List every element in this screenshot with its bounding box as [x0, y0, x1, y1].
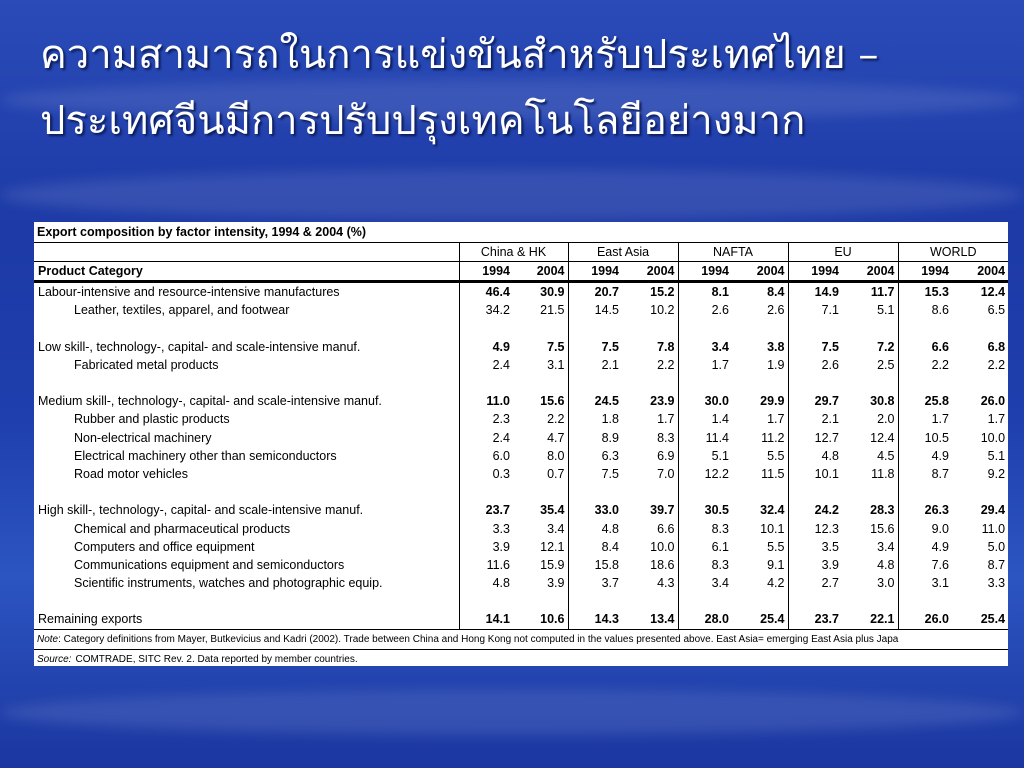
- data-cell: 2.5: [842, 356, 898, 374]
- year-header: 2004: [842, 262, 898, 282]
- category-label: Labour-intensive and resource-intensive manufactures: [34, 282, 459, 302]
- group-nafta: NAFTA: [678, 243, 788, 262]
- category-label: Low skill-, technology-, capital- and scale-intensive manuf.: [34, 338, 459, 356]
- spacer-cell: [842, 374, 898, 392]
- spacer-cell: [622, 592, 678, 610]
- category-label: Computers and office equipment: [34, 538, 459, 556]
- slide-title: [40, 22, 1000, 154]
- data-cell: 22.1: [842, 610, 898, 629]
- group-world: WORLD: [898, 243, 1008, 262]
- data-cell: 39.7: [622, 501, 678, 519]
- spacer-cell: [513, 319, 568, 337]
- data-cell: 8.6: [931, 303, 949, 318]
- spacer-cell: [842, 483, 898, 501]
- data-cell: 2.4: [492, 357, 510, 372]
- data-cell: 8.7: [987, 557, 1006, 572]
- spacer-row: [34, 483, 1008, 501]
- data-cell: 11.6: [486, 557, 510, 572]
- spacer-cell: [952, 319, 1008, 337]
- category-label: Communications equipment and semiconductors: [34, 556, 459, 574]
- category-label: Electrical machinery other than semiconductors: [34, 447, 459, 465]
- data-cell: 6.6: [931, 339, 949, 354]
- data-cell: 24.5: [594, 394, 619, 409]
- spacer-cell: [732, 483, 788, 501]
- data-cell: 4.3: [622, 574, 678, 592]
- data-cell: 3.1: [931, 576, 949, 591]
- data-cell: 8.0: [513, 447, 568, 465]
- data-cell: 25.4: [732, 610, 788, 629]
- data-cell: 3.5: [821, 539, 839, 554]
- spacer-cell: [34, 483, 459, 501]
- background-wave: [0, 170, 1024, 220]
- data-cell: 6.1: [711, 539, 729, 554]
- data-cell: 9.0: [931, 521, 949, 536]
- spacer-cell: [952, 374, 1008, 392]
- data-cell: 7.5: [821, 339, 839, 354]
- data-cell: 12.3: [814, 521, 839, 536]
- data-cell: 5.1: [711, 448, 729, 463]
- data-cell: 7.5: [601, 339, 619, 354]
- data-cell: 2.2: [931, 357, 949, 372]
- spacer-cell: [678, 319, 732, 337]
- spacer-cell: [788, 483, 842, 501]
- note-label: Note: [37, 633, 59, 645]
- table-row: [34, 447, 1008, 465]
- data-cell: 9.1: [732, 556, 788, 574]
- source-label: Source:: [37, 654, 72, 666]
- data-cell: 35.4: [513, 501, 568, 519]
- data-cell: 8.9: [601, 430, 619, 445]
- spacer-cell: [678, 374, 732, 392]
- data-cell: 1.7: [622, 410, 678, 428]
- table-row: [34, 465, 1008, 483]
- table-row: [34, 338, 1008, 356]
- data-cell: 4.9: [931, 539, 949, 554]
- spacer-cell: [678, 483, 732, 501]
- data-cell: 0.3: [492, 466, 510, 481]
- spacer-cell: [842, 319, 898, 337]
- spacer-cell: [952, 592, 1008, 610]
- group-eu: EU: [788, 243, 898, 262]
- data-cell: 26.3: [924, 503, 949, 518]
- data-cell: 5.1: [842, 301, 898, 319]
- spacer-cell: [568, 374, 622, 392]
- data-cell: 3.3: [987, 576, 1006, 591]
- data-cell: 8.3: [711, 521, 729, 536]
- data-cell: 15.3: [924, 285, 949, 300]
- data-cell: 11.0: [981, 521, 1006, 536]
- year-header: 1994: [678, 262, 732, 282]
- data-cell: 6.3: [601, 448, 619, 463]
- data-cell: 5.1: [987, 448, 1006, 463]
- data-cell: 7.5: [513, 338, 568, 356]
- group-header-blank: [34, 243, 459, 262]
- data-cell: 4.9: [931, 448, 949, 463]
- data-cell: 33.0: [594, 503, 619, 518]
- data-cell: 5.5: [732, 538, 788, 556]
- group-china-hk: China & HK: [459, 243, 568, 262]
- data-cell: 26.0: [898, 610, 952, 629]
- data-cell: 8.3: [622, 429, 678, 447]
- data-cell: 13.4: [622, 610, 678, 629]
- data-cell: 8.4: [601, 539, 619, 554]
- table-row: [34, 282, 1008, 302]
- data-cell: 11.2: [732, 429, 788, 447]
- data-cell: 10.0: [622, 538, 678, 556]
- table-row: [34, 429, 1008, 447]
- table-row: [34, 301, 1008, 319]
- background-wave: [0, 690, 1024, 735]
- spacer-cell: [732, 319, 788, 337]
- data-cell: 4.5: [842, 447, 898, 465]
- data-cell: 5.5: [732, 447, 788, 465]
- data-cell: 0.7: [513, 465, 568, 483]
- data-cell: 26.0: [980, 394, 1006, 409]
- category-label: Road motor vehicles: [34, 465, 459, 483]
- data-cell: 2.6: [821, 357, 839, 372]
- data-cell: 10.1: [814, 466, 839, 481]
- slide-title-line-1: ความสามารถในการแข่งขันสำหรับประเทศไทย –: [40, 32, 879, 78]
- spacer-cell: [568, 483, 622, 501]
- table-row: [34, 574, 1008, 592]
- category-label: Scientific instruments, watches and photographic equip.: [34, 574, 459, 592]
- spacer-cell: [34, 374, 459, 392]
- data-cell: 6.8: [987, 339, 1006, 354]
- data-cell: 3.9: [492, 539, 510, 554]
- data-cell: 7.5: [601, 466, 619, 481]
- year-header: 2004: [513, 262, 568, 282]
- data-cell: 21.5: [513, 301, 568, 319]
- data-cell: 1.7: [732, 410, 788, 428]
- table-row: [34, 538, 1008, 556]
- data-cell: 1.9: [732, 356, 788, 374]
- data-cell: 7.0: [622, 465, 678, 483]
- data-cell: 11.0: [486, 394, 510, 409]
- spacer-cell: [732, 374, 788, 392]
- data-cell: 11.7: [842, 282, 898, 302]
- data-cell: 20.7: [594, 285, 619, 300]
- data-cell: 23.7: [485, 503, 510, 518]
- spacer-cell: [842, 592, 898, 610]
- data-cell: 15.2: [622, 282, 678, 302]
- data-cell: 4.8: [821, 448, 839, 463]
- table-row: [34, 501, 1008, 519]
- data-cell: 14.5: [594, 303, 619, 318]
- spacer-cell: [622, 374, 678, 392]
- data-cell: 30.5: [704, 503, 729, 518]
- data-cell: 1.4: [711, 412, 729, 427]
- data-cell: 2.0: [842, 410, 898, 428]
- data-cell: 2.3: [492, 412, 510, 427]
- group-header-row: [34, 243, 1008, 262]
- category-label: Leather, textiles, apparel, and footwear: [34, 301, 459, 319]
- category-label: Chemical and pharmaceutical products: [34, 519, 459, 537]
- data-cell: 11.8: [842, 465, 898, 483]
- year-header: 1994: [459, 262, 513, 282]
- year-header-row: [34, 262, 1008, 282]
- data-cell: 15.6: [842, 519, 898, 537]
- year-header: 2004: [622, 262, 678, 282]
- spacer-cell: [678, 592, 732, 610]
- data-cell: 23.9: [622, 392, 678, 410]
- spacer-cell: [622, 319, 678, 337]
- data-cell: 1.7: [987, 412, 1006, 427]
- data-cell: 3.7: [601, 576, 619, 591]
- data-cell: 12.2: [704, 466, 729, 481]
- data-cell: 6.9: [622, 447, 678, 465]
- year-header: 2004: [732, 262, 788, 282]
- data-cell: 2.6: [711, 303, 729, 318]
- data-cell: 7.2: [842, 338, 898, 356]
- data-cell: 8.4: [732, 282, 788, 302]
- data-cell: 29.7: [814, 394, 839, 409]
- category-label: Medium skill-, technology-, capital- and scale-intensive manuf.: [34, 392, 459, 410]
- data-cell: 34.2: [485, 303, 510, 318]
- spacer-cell: [898, 374, 952, 392]
- table-row: [34, 392, 1008, 410]
- data-cell: 10.5: [924, 430, 949, 445]
- spacer-cell: [34, 592, 459, 610]
- data-cell: 7.8: [622, 338, 678, 356]
- spacer-cell: [34, 319, 459, 337]
- spacer-cell: [952, 483, 1008, 501]
- data-cell: 7.1: [821, 303, 839, 318]
- spacer-cell: [898, 592, 952, 610]
- category-label: Fabricated metal products: [34, 356, 459, 374]
- data-cell: 2.1: [601, 357, 619, 372]
- data-cell: 10.2: [622, 301, 678, 319]
- data-cell: 14.9: [814, 285, 839, 300]
- table-row: [34, 519, 1008, 537]
- spacer-cell: [622, 483, 678, 501]
- data-cell: 8.3: [711, 557, 729, 572]
- table-row: [34, 556, 1008, 574]
- data-cell: 12.4: [842, 429, 898, 447]
- data-cell: 3.4: [711, 576, 729, 591]
- spacer-row: [34, 319, 1008, 337]
- group-east-asia: East Asia: [568, 243, 678, 262]
- data-cell: 3.9: [513, 574, 568, 592]
- spacer-cell: [788, 374, 842, 392]
- data-cell: 12.7: [814, 430, 839, 445]
- spacer-cell: [459, 483, 513, 501]
- data-cell: 2.4: [492, 430, 510, 445]
- data-cell: 46.4: [485, 285, 510, 300]
- data-cell: 1.8: [601, 412, 619, 427]
- data-cell: 11.5: [732, 465, 788, 483]
- year-header: 1994: [568, 262, 622, 282]
- data-cell: 4.2: [732, 574, 788, 592]
- data-cell: 29.4: [980, 503, 1006, 518]
- spacer-row: [34, 374, 1008, 392]
- data-cell: 3.4: [842, 538, 898, 556]
- export-composition-table: [34, 222, 1008, 666]
- data-cell: 6.0: [492, 448, 510, 463]
- data-cell: 15.8: [594, 557, 619, 572]
- spacer-cell: [898, 483, 952, 501]
- data-cell: 4.8: [492, 576, 510, 591]
- spacer-cell: [788, 592, 842, 610]
- year-header: 1994: [898, 262, 952, 282]
- data-cell: 10.0: [980, 430, 1006, 445]
- spacer-cell: [898, 319, 952, 337]
- data-cell: 3.4: [513, 519, 568, 537]
- year-header: 1994: [788, 262, 842, 282]
- data-cell: 29.9: [732, 392, 788, 410]
- data-cell: 1.7: [931, 412, 949, 427]
- data-cell: 3.0: [842, 574, 898, 592]
- spacer-cell: [513, 374, 568, 392]
- data-cell: 30.9: [513, 282, 568, 302]
- category-label: Remaining exports: [34, 610, 459, 629]
- note-row: [34, 629, 1008, 649]
- data-cell: 32.4: [732, 501, 788, 519]
- data-cell: 11.4: [705, 430, 729, 445]
- data-cell: 1.7: [711, 357, 729, 372]
- year-header: 2004: [952, 262, 1008, 282]
- data-cell: 4.8: [601, 521, 619, 536]
- data-cell: 30.8: [842, 392, 898, 410]
- data-cell: 3.8: [732, 338, 788, 356]
- data-cell: 3.3: [492, 521, 510, 536]
- category-label: High skill-, technology-, capital- and scale-intensive manuf.: [34, 501, 459, 519]
- data-cell: 2.2: [513, 410, 568, 428]
- spacer-cell: [459, 319, 513, 337]
- category-label: Rubber and plastic products: [34, 410, 459, 428]
- category-label: Non-electrical machinery: [34, 429, 459, 447]
- spacer-cell: [513, 483, 568, 501]
- data-cell: 9.2: [987, 466, 1006, 481]
- table-row: [34, 410, 1008, 428]
- note-text: : Category definitions from Mayer, Butkevicius and Kadri (2002). Trade between China and Hong Kong not computed in the values presented above. East Asia= emerging East Asia plus Japa: [58, 633, 899, 645]
- data-cell: 24.2: [814, 503, 839, 518]
- data-cell: 12.1: [513, 538, 568, 556]
- data-cell: 6.5: [987, 303, 1006, 318]
- spacer-cell: [568, 592, 622, 610]
- data-cell: 3.1: [513, 356, 568, 374]
- data-cell: 15.9: [513, 556, 568, 574]
- data-cell: 2.1: [821, 412, 839, 427]
- table-caption-row: [34, 222, 1008, 243]
- table-row: [34, 610, 1008, 629]
- data-table: [34, 222, 1008, 666]
- spacer-cell: [732, 592, 788, 610]
- data-cell: 8.7: [931, 466, 949, 481]
- data-cell: 25.4: [952, 610, 1008, 629]
- data-cell: 2.6: [732, 301, 788, 319]
- spacer-cell: [568, 319, 622, 337]
- data-cell: 25.8: [924, 394, 949, 409]
- data-cell: 4.8: [842, 556, 898, 574]
- spacer-row: [34, 592, 1008, 610]
- source-text: COMTRADE, SITC Rev. 2. Data reported by member countries.: [75, 654, 358, 666]
- data-cell: 2.2: [987, 357, 1006, 372]
- spacer-cell: [459, 374, 513, 392]
- data-cell: 14.3: [568, 610, 622, 629]
- slide-title-line-2: ประเทศจีนมีการปรับปรุงเทคโนโลยีอย่างมาก: [40, 98, 806, 144]
- data-cell: 10.1: [732, 519, 788, 537]
- data-cell: 10.6: [513, 610, 568, 629]
- note-cell: [34, 629, 1008, 649]
- spacer-cell: [788, 319, 842, 337]
- row-header-label: Product Category: [34, 262, 459, 282]
- data-cell: 23.7: [788, 610, 842, 629]
- data-cell: 8.1: [711, 285, 729, 300]
- data-cell: 4.7: [513, 429, 568, 447]
- data-cell: 2.2: [622, 356, 678, 374]
- source-cell: [34, 649, 1008, 666]
- spacer-cell: [513, 592, 568, 610]
- data-cell: 2.7: [821, 576, 839, 591]
- source-row: [34, 649, 1008, 666]
- table-row: [34, 356, 1008, 374]
- spacer-cell: [459, 592, 513, 610]
- data-cell: 28.3: [842, 501, 898, 519]
- data-cell: 30.0: [704, 394, 729, 409]
- data-cell: 18.6: [622, 556, 678, 574]
- data-cell: 3.9: [821, 557, 839, 572]
- data-cell: 28.0: [678, 610, 732, 629]
- data-cell: 14.1: [459, 610, 513, 629]
- data-cell: 15.6: [513, 392, 568, 410]
- data-cell: 4.9: [492, 339, 510, 354]
- table-caption: Export composition by factor intensity, 1994 & 2004 (%): [34, 222, 1008, 243]
- data-cell: 3.4: [711, 339, 729, 354]
- data-cell: 7.6: [931, 557, 949, 572]
- data-cell: 5.0: [987, 539, 1006, 554]
- data-cell: 12.4: [980, 285, 1006, 300]
- data-cell: 6.6: [622, 519, 678, 537]
